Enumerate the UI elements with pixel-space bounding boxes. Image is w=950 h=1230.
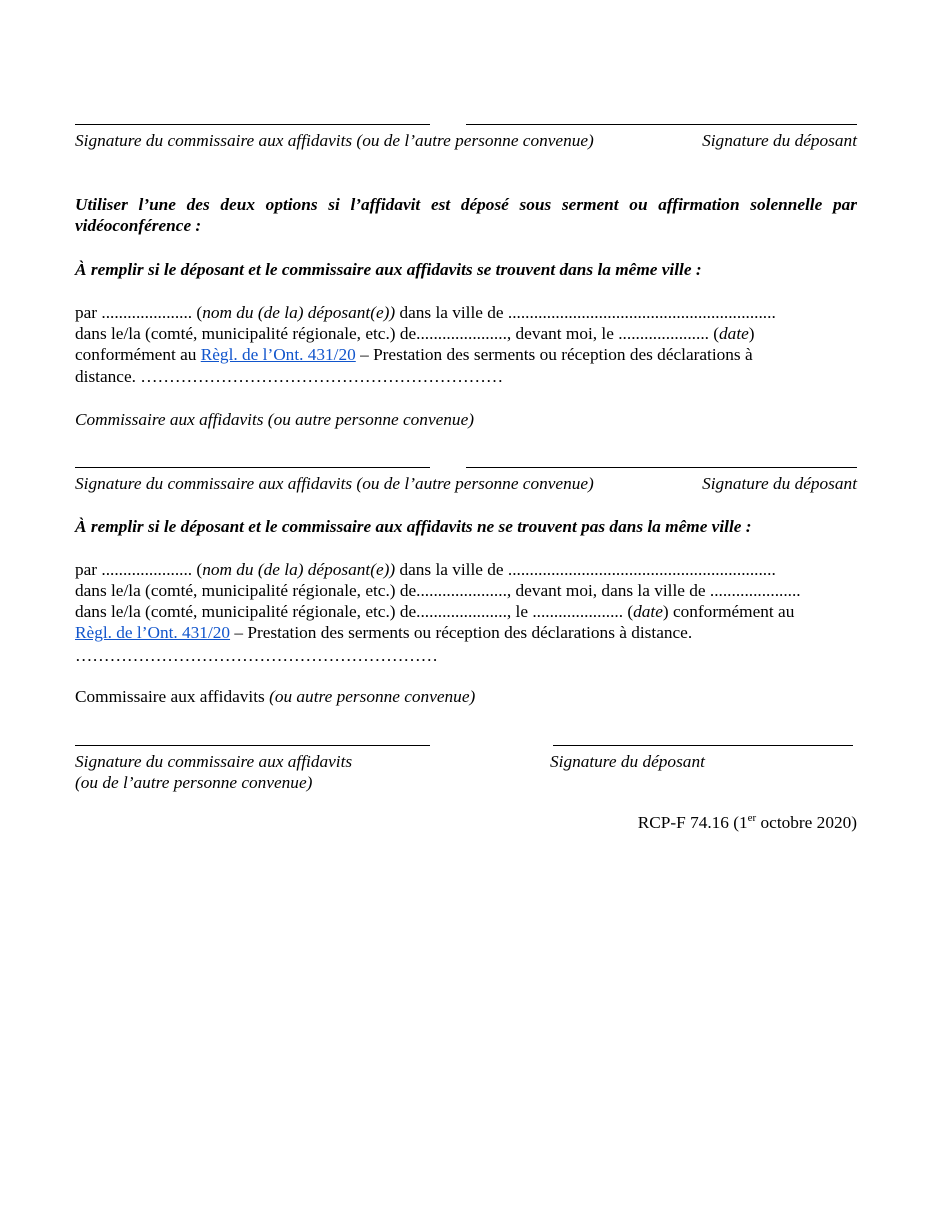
- diff-city-line-2: dans le/la (comté, municipalité régionale, etc.) de....................., devant moi, dans la ville de .....................: [75, 581, 801, 600]
- deponent-name-hint: nom du (de la) déposant(e)): [202, 303, 396, 322]
- signature-line-deponent: [466, 467, 857, 468]
- date-hint: date: [633, 602, 663, 621]
- signature-label-deponent: Signature du déposant: [550, 752, 705, 771]
- same-city-line-2: [75, 323, 755, 344]
- signature-label-commissioner: Signature du commissaire aux affidavits: [75, 752, 353, 771]
- section-heading-different-city: À remplir si le déposant et le commissaire aux affidavits ne se trouvent pas dans la même ville :: [75, 517, 752, 536]
- signature-line-commissioner: [75, 467, 430, 468]
- date-hint: date: [719, 324, 749, 343]
- form-code: [638, 812, 857, 833]
- deponent-name-hint: nom du (de la) déposant(e)): [202, 560, 396, 579]
- signature-label-commissioner: Signature du commissaire aux affidavits (ou de l’autre personne convenue): [75, 474, 594, 493]
- regulation-link[interactable]: Règl. de l’Ont. 431/20: [200, 345, 356, 364]
- text: dans la ville de ..............................................................: [395, 560, 776, 579]
- signature-line-deponent: [466, 124, 857, 125]
- same-city-line-3: [75, 344, 753, 365]
- text: dans la ville de ..............................................................: [395, 303, 776, 322]
- text: (ou autre personne convenue): [269, 687, 476, 706]
- commissioner-caption-same-city: Commissaire aux affidavits (ou autre personne convenue): [75, 410, 474, 429]
- signature-label-commissioner: Signature du commissaire aux affidavits (ou de l’autre personne convenue): [75, 131, 594, 150]
- diff-city-line-5: ………………………………………………………: [75, 646, 438, 665]
- text: – Prestation des serments ou réception des déclarations à: [355, 345, 753, 364]
- diff-city-line-4: [75, 622, 692, 643]
- instruction-line-2: vidéoconférence :: [75, 216, 202, 235]
- text: RCP-F 74.16 (1: [637, 813, 748, 832]
- text: dans le/la (comté, municipalité régionale, etc.) de....................., le ..................... (: [75, 602, 634, 621]
- section-heading-same-city: À remplir si le déposant et le commissaire aux affidavits se trouvent dans la même ville :: [75, 260, 702, 279]
- same-city-line-4: distance. ………………………………………………………: [75, 367, 504, 386]
- text: octobre 2020): [756, 813, 857, 832]
- text: par ..................... (: [75, 303, 203, 322]
- text: er: [747, 812, 757, 824]
- signature-line-commissioner: [75, 745, 430, 746]
- text: par ..................... (: [75, 560, 203, 579]
- text: dans le/la (comté, municipalité régionale, etc.) de....................., devant moi, le ..................... (: [75, 324, 720, 343]
- text: ): [748, 324, 755, 343]
- text: – Prestation des serments ou réception des déclarations à distance.: [230, 623, 693, 642]
- regulation-link[interactable]: Règl. de l’Ont. 431/20: [75, 623, 231, 642]
- signature-line-deponent: [553, 745, 853, 746]
- text: Commissaire aux affidavits: [75, 687, 270, 706]
- signature-line-commissioner: [75, 124, 430, 125]
- same-city-line-1: [75, 302, 776, 323]
- text: ) conformément au: [662, 602, 795, 621]
- signature-label-deponent: Signature du déposant: [702, 131, 857, 150]
- text: conformément au: [75, 345, 201, 364]
- commissioner-caption-different-city: [75, 686, 475, 707]
- diff-city-line-3: [75, 601, 794, 622]
- instruction-line-1: Utiliser l’une des deux options si l’affidavit est déposé sous serment ou affirmation solennelle par: [75, 195, 857, 214]
- diff-city-line-1: [75, 559, 776, 580]
- signature-label-deponent: Signature du déposant: [702, 474, 857, 493]
- signature-label-commissioner-sub: (ou de l’autre personne convenue): [75, 773, 313, 792]
